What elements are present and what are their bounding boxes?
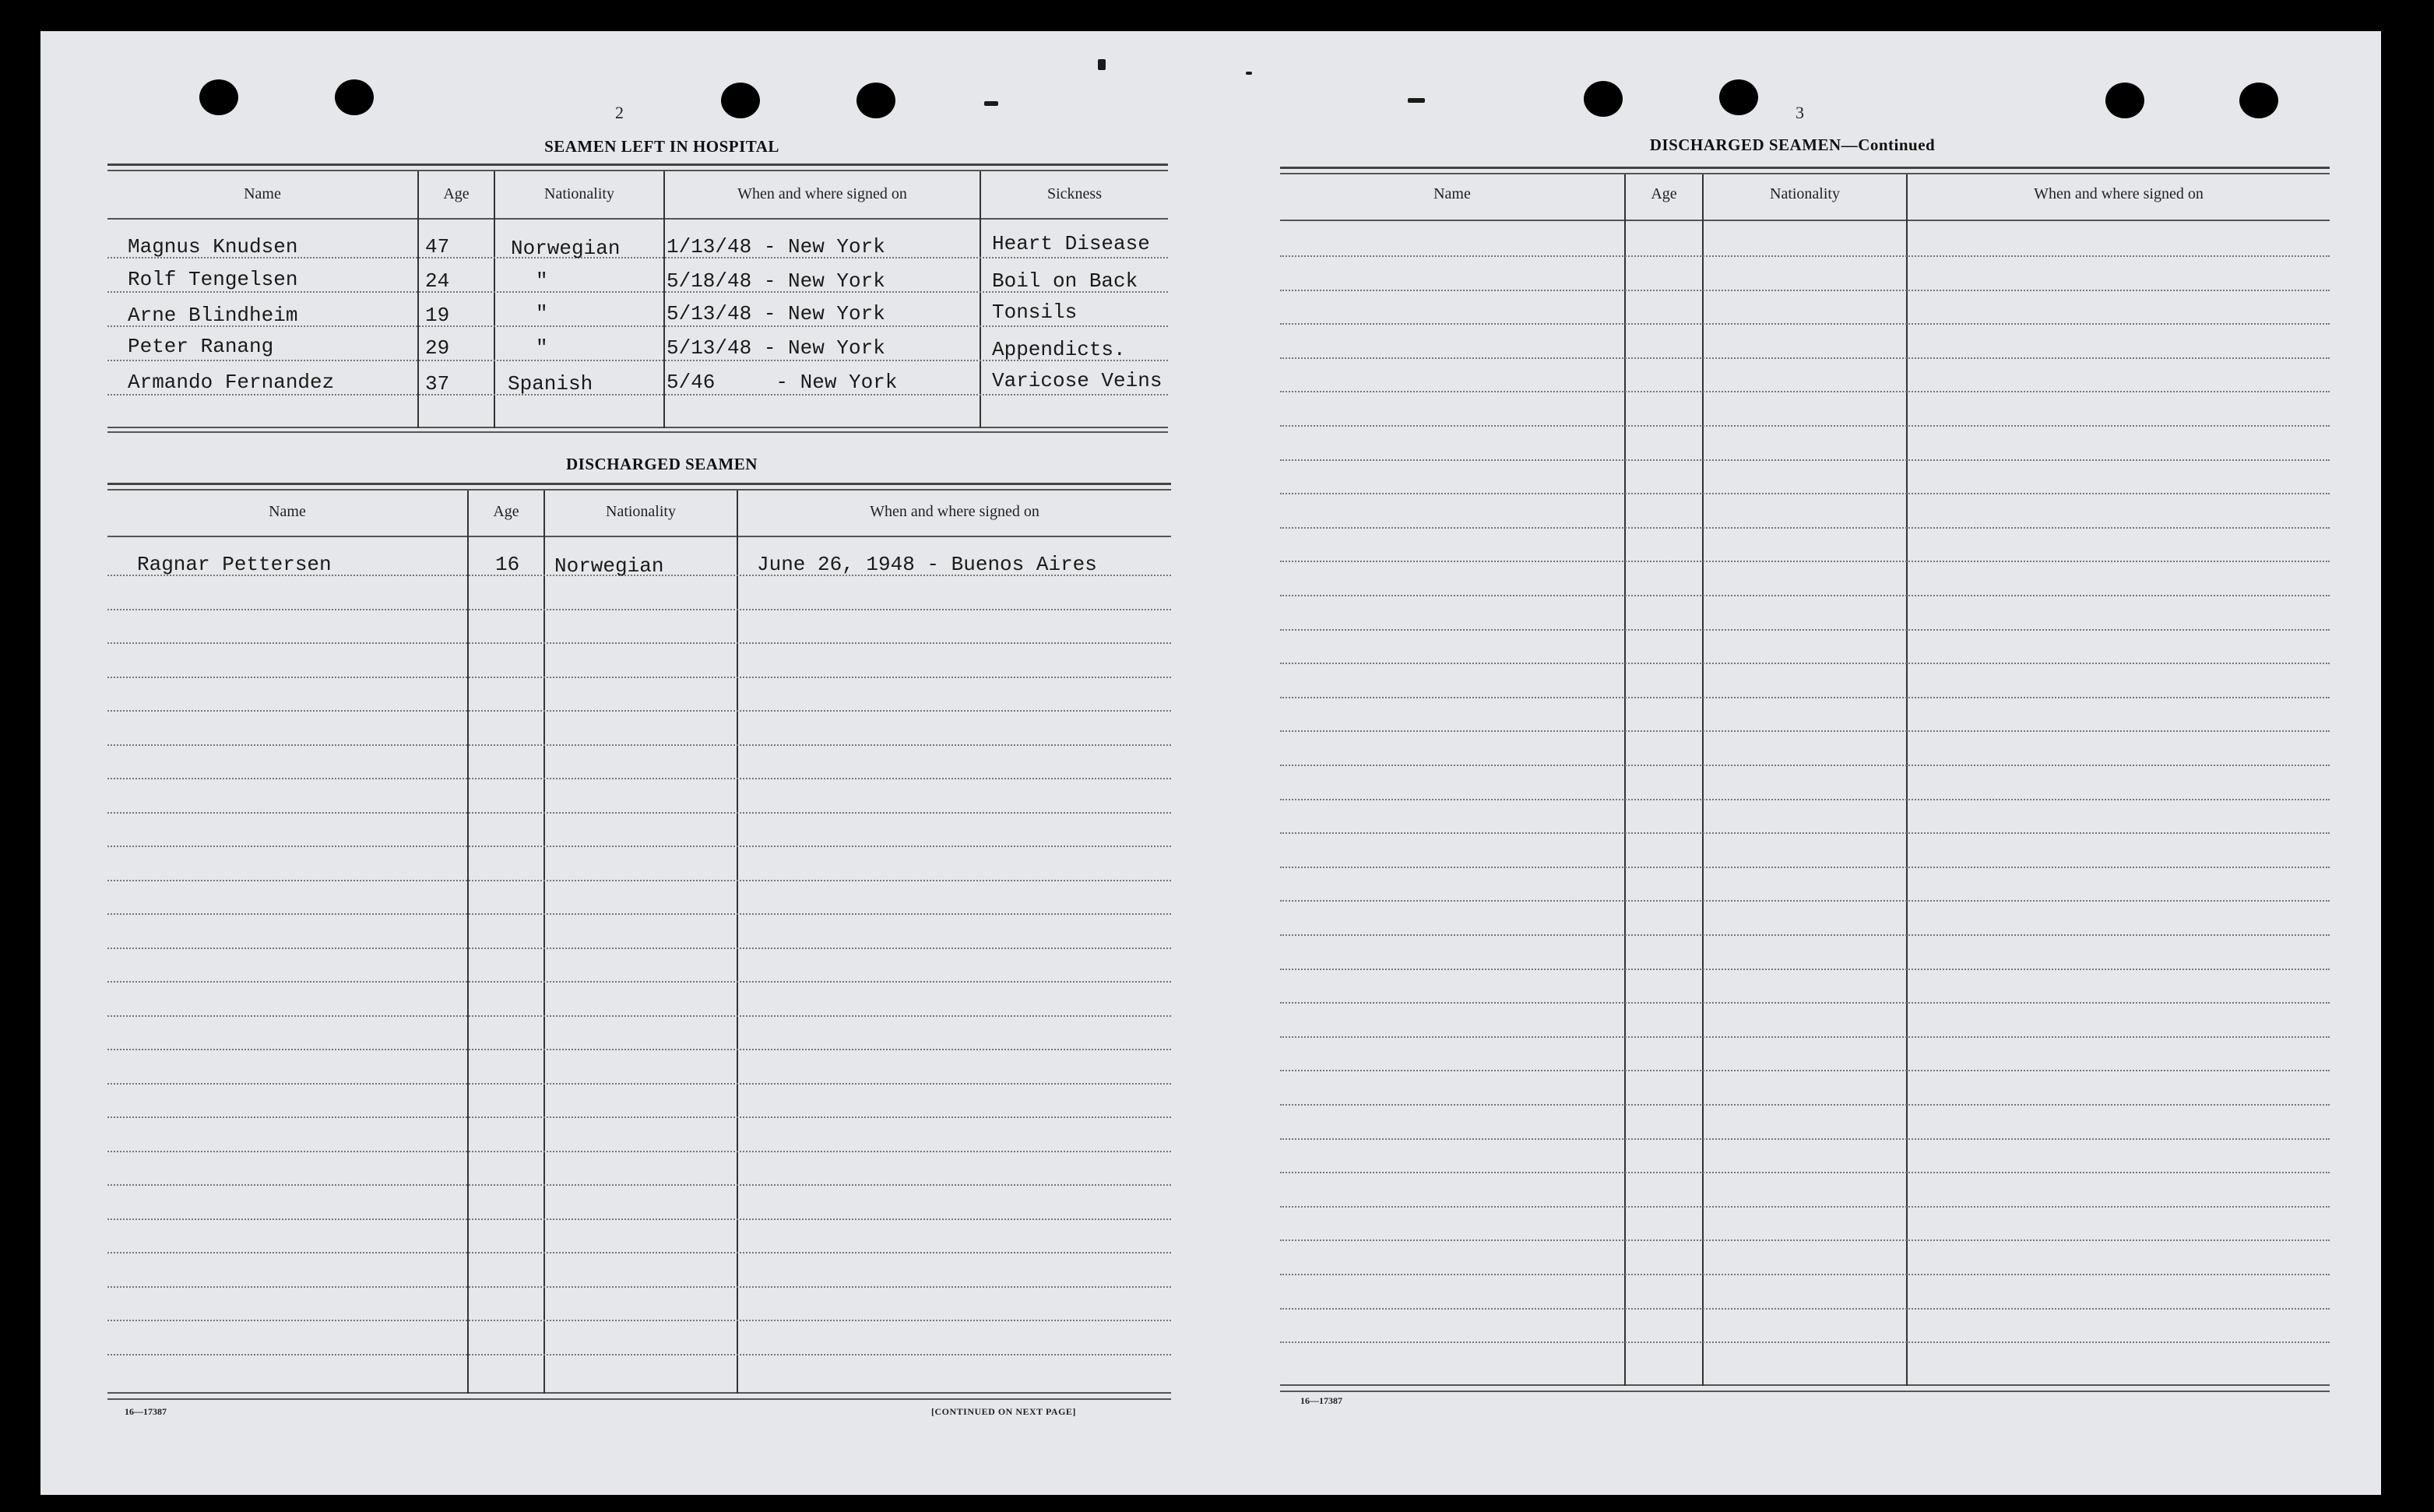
row-rule (107, 1320, 1171, 1321)
hospital-row-3-age: 19 (425, 304, 450, 327)
column-header-name: Name (1433, 185, 1471, 202)
column-divider (663, 171, 665, 428)
hospital-row-3-name: Arne Blindheim (128, 304, 298, 327)
row-rule (107, 609, 1171, 610)
row-rule (1280, 493, 2330, 494)
row-rule (1280, 357, 2330, 359)
table-top-rule (1280, 167, 2330, 169)
row-rule (1280, 1239, 2330, 1241)
page-number: 2 (615, 103, 624, 122)
column-divider (1624, 174, 1626, 1386)
row-rule (1280, 1070, 2330, 1071)
row-rule (1280, 765, 2330, 766)
row-rule (1280, 697, 2330, 698)
hospital-row-5-sickness: Varicose Veins (992, 369, 1162, 392)
row-rule (1280, 1308, 2330, 1310)
punch-hole-icon (1719, 79, 1758, 115)
row-rule (1280, 561, 2330, 562)
row-rule (1280, 867, 2330, 868)
hospital-row-3-nationality: " (536, 302, 548, 325)
hospital-row-5-age: 37 (425, 372, 450, 396)
row-rule (1280, 1104, 2330, 1106)
row-rule (107, 394, 1168, 396)
column-divider (543, 491, 545, 1394)
row-rule (1280, 527, 2330, 529)
hospital-row-4-nationality: " (536, 336, 548, 360)
row-rule (1280, 832, 2330, 834)
hospital-row-5-nationality: Spanish (508, 372, 593, 396)
row-rule (107, 948, 1171, 949)
hospital-row-2-age: 24 (425, 269, 450, 293)
column-header-nationality: Nationality (544, 185, 614, 202)
table-top-rule (1280, 173, 2330, 174)
row-rule (1280, 730, 2330, 732)
column-header-nationality: Nationality (606, 503, 676, 520)
row-rule (1280, 290, 2330, 291)
hospital-section-title: SEAMEN LEFT IN HOSPITAL (544, 137, 779, 156)
document-sheet (40, 31, 2381, 1495)
ink-mark (984, 101, 998, 106)
table-bottom-rule (107, 1392, 1171, 1394)
ink-mark (1408, 98, 1425, 103)
hospital-row-1-signed: 1/13/48 - New York (667, 235, 885, 258)
column-header-signed-on: When and where signed on (737, 185, 907, 202)
row-rule (1280, 663, 2330, 664)
row-rule (1280, 900, 2330, 902)
row-rule (107, 1049, 1171, 1050)
row-rule (107, 1083, 1171, 1085)
row-rule (107, 677, 1171, 678)
table-bottom-rule (107, 1398, 1171, 1400)
column-header-name: Name (244, 185, 281, 202)
hospital-row-1-age: 47 (425, 235, 450, 258)
hospital-row-4-name: Peter Ranang (128, 335, 274, 358)
column-divider (467, 491, 469, 1394)
hospital-row-4-sickness: Appendicts. (992, 338, 1126, 361)
row-rule (1280, 1172, 2330, 1173)
discharged-section-title: DISCHARGED SEAMEN (566, 455, 758, 473)
hospital-row-3-sickness: Tonsils (992, 301, 1078, 324)
row-rule (107, 1354, 1171, 1356)
discharged-title-main: DISCHARGED SEAMEN (1649, 135, 1841, 154)
row-rule (107, 1184, 1171, 1186)
hospital-row-1-name: Magnus Knudsen (128, 235, 298, 258)
form-number: 16—17387 (125, 1406, 167, 1417)
page-number: 3 (1796, 103, 1804, 122)
column-divider (494, 171, 495, 428)
row-rule (107, 1252, 1171, 1254)
punch-hole-icon (1584, 81, 1623, 117)
row-rule (1280, 323, 2330, 325)
punch-hole-icon (199, 79, 238, 115)
column-header-age: Age (1651, 185, 1677, 202)
table-bottom-rule (107, 431, 1168, 433)
column-header-signed-on: When and where signed on (2034, 185, 2204, 202)
ink-mark (1098, 59, 1106, 70)
punch-hole-icon (2105, 83, 2144, 118)
column-header-signed-on: When and where signed on (870, 503, 1039, 520)
row-rule (1280, 1002, 2330, 1004)
row-rule (1280, 1341, 2330, 1343)
row-rule (1280, 425, 2330, 427)
column-divider (1702, 174, 1704, 1386)
row-rule (107, 812, 1171, 814)
row-rule (107, 1116, 1171, 1118)
discharged-row-1-signed: June 26, 1948 - Buenos Aires (757, 553, 1097, 576)
column-header-nationality: Nationality (1770, 185, 1840, 202)
row-rule (1280, 1138, 2330, 1140)
hospital-row-5-signed: 5/46 - New York (667, 371, 898, 394)
column-header-sickness: Sickness (1047, 185, 1102, 202)
row-rule (107, 880, 1171, 881)
hospital-row-5-name: Armando Fernandez (128, 371, 335, 394)
discharged-continued-title (1598, 135, 1987, 155)
form-number: 16—17387 (1300, 1395, 1342, 1406)
hospital-row-2-name: Rolf Tengelsen (128, 268, 298, 291)
table-top-rule (107, 489, 1171, 491)
row-rule (107, 1218, 1171, 1220)
column-divider (1906, 174, 1908, 1386)
table-header-rule (107, 536, 1171, 537)
hospital-row-2-signed: 5/18/48 - New York (667, 269, 885, 293)
row-rule (107, 981, 1171, 983)
row-rule (1280, 934, 2330, 936)
discharged-row-1-nationality: Norwegian (554, 554, 664, 578)
punch-hole-icon (2239, 83, 2278, 118)
hospital-row-2-nationality: " (536, 269, 548, 293)
punch-hole-icon (721, 83, 760, 118)
table-top-rule (107, 483, 1171, 485)
column-header-age: Age (493, 503, 519, 520)
table-bottom-rule (107, 427, 1168, 428)
row-rule (1280, 799, 2330, 800)
row-rule (107, 642, 1171, 644)
row-rule (107, 846, 1171, 847)
row-rule (107, 913, 1171, 915)
row-rule (1280, 595, 2330, 596)
hospital-row-4-age: 29 (425, 336, 450, 360)
row-rule (107, 1151, 1171, 1152)
column-divider (980, 171, 981, 428)
ink-mark (1246, 72, 1252, 75)
row-rule (1280, 255, 2330, 257)
discharged-title-continued: —Continued (1841, 135, 1936, 154)
hospital-row-1-sickness: Heart Disease (992, 232, 1150, 255)
column-divider (417, 171, 419, 428)
row-rule (1280, 391, 2330, 392)
row-rule (1280, 629, 2330, 631)
column-divider (737, 491, 738, 1394)
row-rule (107, 744, 1171, 746)
row-rule (1280, 1036, 2330, 1038)
hospital-row-2-sickness: Boil on Back (992, 269, 1138, 293)
row-rule (1280, 459, 2330, 461)
hospital-row-3-signed: 5/13/48 - New York (667, 302, 885, 325)
row-rule (1280, 1206, 2330, 1208)
hospital-row-1-nationality: Norwegian (511, 237, 621, 260)
hospital-row-4-signed: 5/13/48 - New York (667, 336, 885, 360)
punch-hole-icon (856, 83, 895, 118)
table-top-rule (107, 170, 1168, 171)
row-rule (107, 710, 1171, 712)
punch-hole-icon (335, 79, 374, 115)
table-bottom-rule (1280, 1384, 2330, 1386)
row-rule (107, 1286, 1171, 1288)
row-rule (1280, 969, 2330, 970)
column-header-name: Name (269, 503, 306, 520)
table-bottom-rule (1280, 1391, 2330, 1392)
row-rule (1280, 1274, 2330, 1275)
row-rule (107, 778, 1171, 779)
row-rule (107, 1015, 1171, 1017)
table-header-rule (1280, 220, 2330, 221)
continued-note: [CONTINUED ON NEXT PAGE] (931, 1406, 1076, 1417)
column-header-age: Age (443, 185, 470, 202)
table-header-rule (107, 218, 1168, 220)
discharged-row-1-name: Ragnar Pettersen (137, 553, 332, 576)
table-top-rule (107, 164, 1168, 166)
discharged-row-1-age: 16 (495, 553, 520, 576)
